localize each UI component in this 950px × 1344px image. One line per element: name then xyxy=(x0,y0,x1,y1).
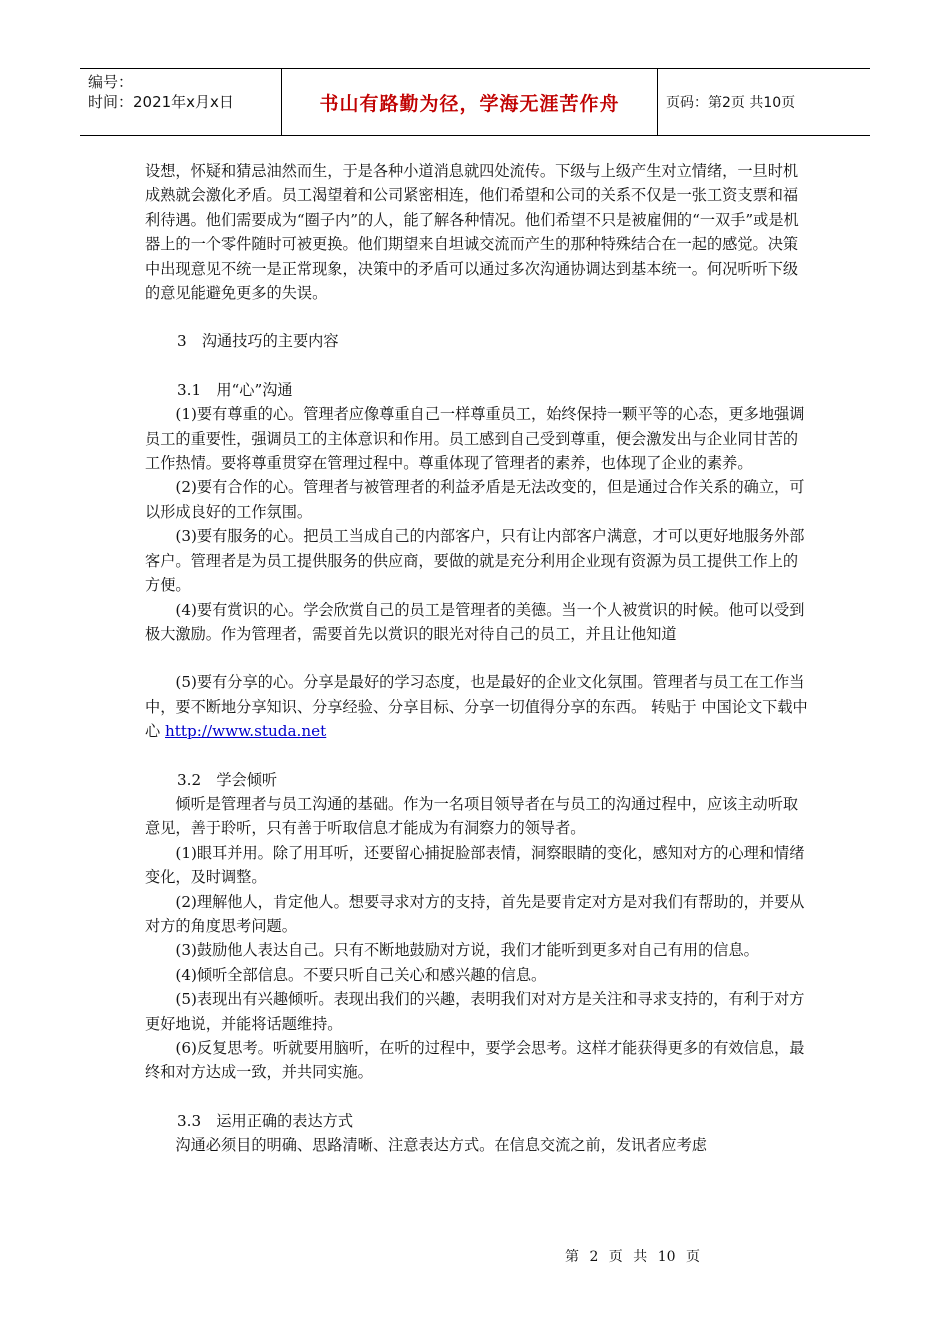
section-3-2-heading: 3.2 学会倾听 xyxy=(177,770,278,789)
paragraph-3-1-2: (2)要有合作的心。管理者与被管理者的利益矛盾是无法改变的，但是通过合作关系的确立，可以形成良好的工作氛围。 xyxy=(145,478,805,521)
header-meta xyxy=(80,69,282,135)
header-motto: 书山有路勤为径，学海无涯苦作舟 xyxy=(282,69,658,135)
paragraph-3-2-6: (6)反复思考。听就要用脑听，在听的过程中，要学会思考。这样才能获得更多的有效信息，最终和对方达成一致，并共同实施。 xyxy=(145,1039,805,1082)
paragraph-3-2-1: (1)眼耳并用。除了用耳听，还要留心捕捉脸部表情，洞察眼睛的变化，感知对方的心理和情绪变化，及时调整。 xyxy=(145,843,805,887)
paragraph-3-2-3: (3)鼓励他人表达自己。只有不断地鼓励对方说，我们才能听到更多对自己有用的信息。 xyxy=(175,941,759,960)
header-table xyxy=(80,68,870,136)
paragraph-3-2-2: (2)理解他人，肯定他人。想要寻求对方的支持，首先是要肯定对方是对我们有帮助的，并要从对方的角度思考问题。 xyxy=(145,892,805,935)
document-body xyxy=(145,159,810,1158)
header-time: 时间：2021年x月x日 xyxy=(88,93,234,111)
paragraph-3-1-4: (4)要有赏识的心。学会欣赏自己的员工是管理者的美德。当一个人被赏识的时候。他可以受到极大激励。作为管理者，需要首先以赏识的眼光对待自己的员工，并且让他知道 xyxy=(145,600,805,643)
section-3-1-heading: 3.1 用“心”沟通 xyxy=(177,380,293,399)
paragraph-3-1-5 xyxy=(145,670,810,743)
paragraph-3-3-0: 沟通必须目的明确、思路清晰、注意表达方式。在信息交流之前，发讯者应考虑 xyxy=(175,1136,707,1155)
section-3-3-heading: 3.3 运用正确的表达方式 xyxy=(177,1111,354,1130)
paragraph-3-1-5-text: (5)要有分享的心。分享是最好的学习态度，也是最好的企业文化氛围。管理者与员工在工作当中，要不断地分享知识、分享经验、分享目标、分享一切值得分享的东西。 转贴于 中国论文下载中心 xyxy=(145,673,808,741)
paragraph-3-1-3: (3)要有服务的心。把员工当成自己的内部客户，只有让内部客户满意，才可以更好地服务外部客户。管理者是为员工提供服务的供应商，要做的就是充分利用企业现有资源为员工提供工作上的方便。 xyxy=(145,527,805,595)
page-footer: 第 2 页 共 10 页 xyxy=(565,1249,700,1265)
paragraph-3-2-5: (5)表现出有兴趣倾听。表现出我们的兴趣，表明我们对对方是关注和寻求支持的，有利于对方更好地说，并能将话题维持。 xyxy=(145,990,805,1033)
header-number: 编号： xyxy=(88,73,134,91)
paragraph-3-1-1: (1)要有尊重的心。管理者应像尊重自己一样尊重员工，始终保持一颗平等的心态，更多地强调员工的重要性，强调员工的主体意识和作用。员工感到自己受到尊重，便会激发出与企业同甘苦的工作热情。要将尊重贯穿在管理过程中。尊重体现了管理者的素养，也体现了企业的素养。 xyxy=(145,405,805,473)
section-3-heading: 3 沟通技巧的主要内容 xyxy=(177,332,339,351)
header-page-label: 页码：第2页 共10页 xyxy=(666,95,796,111)
paragraph-3-2-4: (4)倾听全部信息。不要只听自己关心和感兴趣的信息。 xyxy=(175,965,547,984)
intro-paragraph: 设想，怀疑和猜忌油然而生，于是各种小道消息就四处流传。下级与上级产生对立情绪，一旦时机成熟就会激化矛盾。员工渴望着和公司紧密相连，他们希望和公司的关系不仅是一张工资支票和福利待遇。他们需要成为“圈子内”的人，能了解各种情况。他们希望不只是被雇佣的“一双手”或是机器上的一个零件随时可被更换。他们期望来自坦诚交流而产生的那种特殊结合在一起的感觉。决策中出现意见不统一是正常现象，决策中的矛盾可以通过多次沟通协调达到基本统一。何况听听下级的意见能避免更多的失误。 xyxy=(145,162,799,303)
paragraph-3-2-0: 倾听是管理者与员工沟通的基础。作为一名项目领导者在与员工的沟通过程中，应该主动听取意见，善于聆听，只有善于听取信息才能成为有洞察力的领导者。 xyxy=(145,794,799,838)
studa-link[interactable]: http://www.studa.net xyxy=(165,722,327,741)
